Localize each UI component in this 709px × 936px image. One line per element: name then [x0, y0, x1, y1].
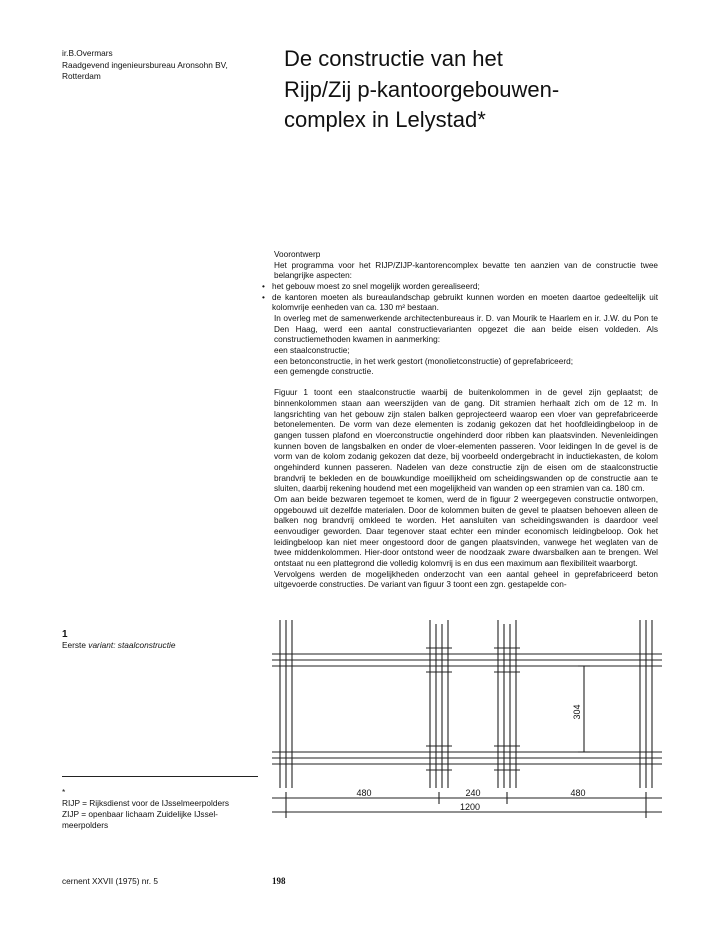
dim-middle: 240	[465, 788, 481, 798]
method-item: een staalconstructie;	[274, 345, 350, 355]
paragraph: Vervolgens werden de mogelijkheden onderzocht van een aantal geheel in geprefabriceerd beton uitgevoerde constructies. De variant van figuur 3 toont een zgn. gestapelde con-	[274, 569, 658, 590]
page-number: 198	[272, 876, 286, 886]
paragraph: Figuur 1 toont een staalconstructie waarbij de buitenkolommen in de gevel zijn geplaatst; de binnenkolommen staan aan weerszijden van de gang. Dit stramien herhaalt zich om de 12 m. In langsrichting van het gebouw zijn stalen balken geprojecteerd waarop een vloer van geprefabriceerde betonelementen. De vorm van deze elementen is zodanig gekozen dat het hoofdleidingbeloop in de gangen tussen plafond en vloerconstructie ongehinderd door ribben kan plaatsvinden. Nevenleidingen kunnen boven de langsbalken en onder de vloer-elementen passeren. Voor leidingen In de gevel is de vorm van de kolom zodanig gekozen dat deze, bij voorbeeld ondergebracht in inductiekasten, de kolom ongehinderd kunnen passeren. Nadelen van deze constructie zijn de eisen om de staalconstructie brandvrij te bekleden en de bouwkundige moeilijkheid om scheidingswanden op de constructie aan te sluiten, daarbij rekening houdend met een mogelijkheid van wanden op een stramien van ca. 180 cm.	[274, 388, 658, 494]
intro-paragraph: Het programma voor het RIJP/ZIJP-kantorencomplex bevatte ten aanzien van de constructie twee belangrijke aspecten:	[274, 260, 658, 281]
structural-drawing	[266, 620, 666, 820]
body-text	[262, 250, 658, 591]
footnote-line: ZIJP = openbaar lichaam Zuidelijke IJssel-	[62, 809, 218, 819]
caption-prefix: Eerste	[62, 640, 89, 650]
method-item: een gemengde constructie.	[274, 367, 374, 377]
author-affiliation-2: Rotterdam	[62, 71, 101, 81]
bullet-item: • het gebouw moest zo snel mogelijk worden gerealiseerd;	[262, 281, 480, 291]
footnote-line: meerpolders	[62, 820, 109, 830]
title-line-2: Rijp/Zij p-kantoorgebouwen-	[284, 76, 560, 102]
journal-reference: cernent XXVII (1975) nr. 5	[62, 876, 158, 886]
method-item: een betonconstructie, in het werk gestort (monolietconstructie) of geprefabriceerd;	[274, 356, 573, 366]
footnote-divider	[62, 776, 258, 777]
paragraph: Om aan beide bezwaren tegemoet te komen, werd de in figuur 2 weergegeven constructie ontworpen, opgebouwd uit dezelfde materialen. Door de kolommen buiten de gevel te plaatsen behoeven alleen de balken nog brandvrij omkleed te worden. Het aansluiten van scheidingswanden is daardoor veel eenvoudiger geworden. Daar tegenover staat echter een minder economisch leidingbeloop. Ook het leidingbeloop kan niet meer ongestoord door de gangen plaatsvinden, vanwege het weglaten van de twee middenkolommen. Hier-door ontstond weer de noodzaak zware dwarsbalken aan te brengen. Wel ontstaat nu een plattegrond die volledig kolomvrij is en dus een maximum aan flexibiliteit waarborgt.	[274, 494, 658, 568]
footnote-line: RIJP = Rijksdienst voor de IJsselmeerpolders	[62, 798, 230, 808]
figure-number: 1	[62, 629, 68, 640]
dim-left: 480	[356, 788, 372, 798]
bullet-dot-icon: •	[262, 292, 265, 302]
author-block	[62, 48, 262, 83]
paragraph: In overleg met de samenwerkende architectenbureaus ir. D. van Mourik te Haarlem en ir. J.W. du Pon te Den Haag, werd een aantal constructievarianten opgezet die aan beide eisen voldeden. Als constructiemethoden kwamen in aanmerking:	[274, 313, 658, 345]
dim-vertical: 304	[572, 704, 582, 720]
article-title	[284, 44, 684, 136]
bullet-item: • de kantoren moeten als bureaulandschap gebruikt kunnen worden en moeten daartoe gedeeltelijk uit kolomvrije eenheden van ca. 130 m² bestaan.	[262, 292, 658, 313]
section-heading: Voorontwerp	[274, 250, 321, 259]
dim-total: 1200	[459, 802, 481, 812]
title-line-1: De constructie van het	[284, 46, 503, 71]
figure-caption	[62, 629, 262, 651]
author-name: ir.B.Overmars	[62, 48, 113, 58]
footnote	[62, 787, 262, 831]
bullet-dot-icon: •	[262, 281, 265, 291]
footnote-marker: *	[62, 787, 66, 797]
title-line-3: complex in Lelystad*	[284, 107, 486, 132]
caption-italic: variant: staalconstructie	[88, 640, 176, 650]
dim-right: 480	[570, 788, 586, 798]
author-affiliation-1: Raadgevend ingenieursbureau Aronsohn BV,	[62, 59, 228, 70]
